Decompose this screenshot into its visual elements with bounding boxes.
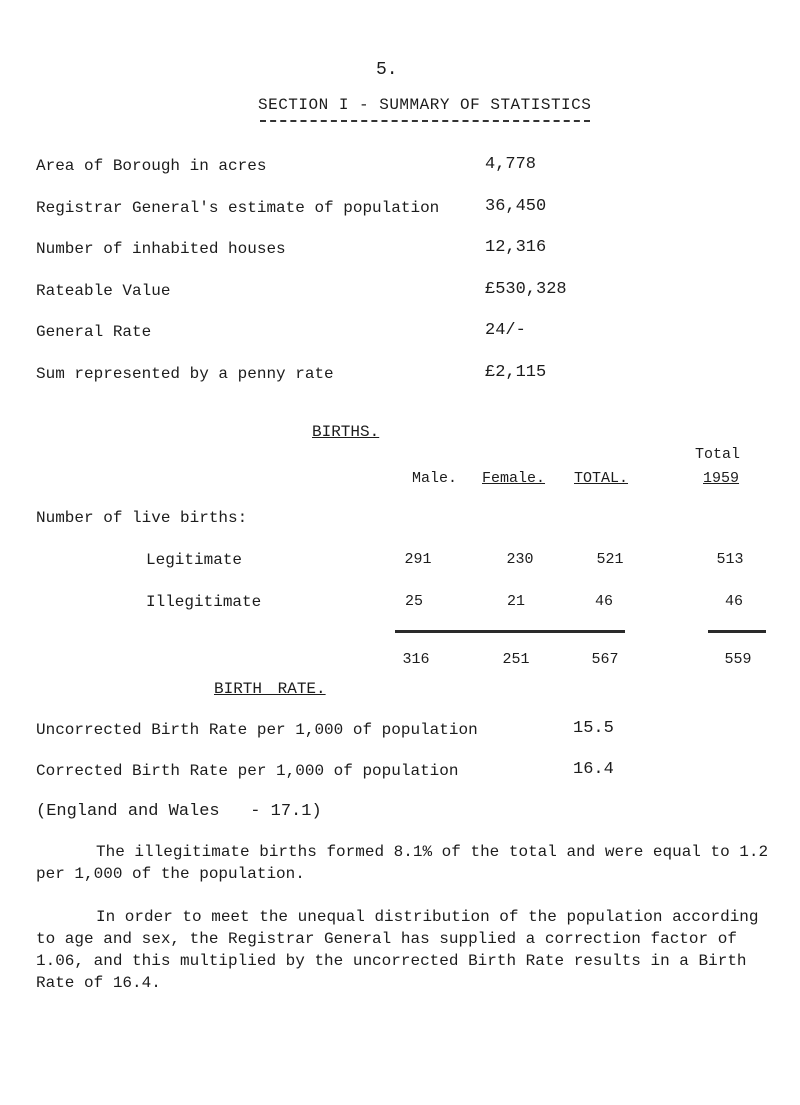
correction-paragraph	[36, 906, 776, 994]
row-label-illegitimate: Illegitimate	[146, 593, 262, 611]
stat-label: Sum represented by a penny rate	[36, 365, 334, 383]
totals-rule	[395, 630, 625, 633]
legitimate-total: 521	[596, 551, 624, 568]
birth-rate-heading: BIRTH RATE.	[214, 680, 326, 698]
stat-value: 24/-	[485, 321, 526, 340]
stat-value: 36,450	[485, 197, 547, 216]
illegitimate-paragraph-text: The illegitimate births formed 8.1% of the total and were equal to 1.2 per 1,000 of the population.	[36, 843, 769, 883]
stat-value: £530,328	[485, 280, 567, 299]
uncorrected-rate-label: Uncorrected Birth Rate per 1,000 of population	[36, 721, 478, 739]
stat-label: Number of inhabited houses	[36, 240, 286, 258]
stat-value: £2,115	[485, 363, 547, 382]
col-total-prev-label: Total	[695, 446, 741, 463]
page-number: 5.	[376, 60, 398, 80]
stat-label: Rateable Value	[36, 282, 171, 300]
total-total: 567	[591, 651, 619, 668]
live-births-label: Number of live births:	[36, 509, 248, 527]
total-female: 251	[502, 651, 530, 668]
stat-label: General Rate	[36, 323, 152, 341]
illegitimate-male: 25	[404, 593, 423, 610]
col-total: TOTAL.	[574, 470, 629, 487]
title-underline	[260, 120, 590, 122]
col-total-prev-year: 1959	[703, 470, 740, 487]
illegitimate-paragraph	[36, 841, 776, 885]
col-female: Female.	[482, 470, 546, 487]
row-label-legitimate: Legitimate	[146, 551, 243, 569]
total-prev: 559	[724, 651, 752, 668]
stat-value: 12,316	[485, 238, 547, 257]
births-heading: BIRTHS.	[312, 423, 380, 441]
illegitimate-female: 21	[506, 593, 525, 610]
england-wales-rate: (England and Wales - 17.1)	[36, 802, 322, 821]
legitimate-male: 291	[404, 551, 432, 568]
corrected-rate-label: Corrected Birth Rate per 1,000 of population	[36, 762, 459, 780]
stat-value: 4,778	[485, 155, 537, 174]
illegitimate-total: 46	[594, 593, 613, 610]
illegitimate-prev: 46	[724, 593, 743, 610]
total-male: 316	[402, 651, 430, 668]
corrected-rate-value: 16.4	[573, 760, 614, 779]
correction-paragraph-text: In order to meet the unequal distribution of the population according to age and sex, the Registrar General has supplied a correction factor of 1.06, and this multiplied by the uncorrected Birth Rate results in a Birth Rate of 16.4.	[36, 908, 759, 992]
legitimate-female: 230	[506, 551, 534, 568]
col-male: Male.	[412, 470, 458, 487]
legitimate-prev: 513	[716, 551, 744, 568]
totals-rule-prev	[708, 630, 766, 633]
page-title: SECTION I - SUMMARY OF STATISTICS	[258, 96, 592, 114]
uncorrected-rate-value: 15.5	[573, 719, 614, 738]
stat-label: Registrar General's estimate of population	[36, 199, 440, 217]
stat-label: Area of Borough in acres	[36, 157, 267, 175]
